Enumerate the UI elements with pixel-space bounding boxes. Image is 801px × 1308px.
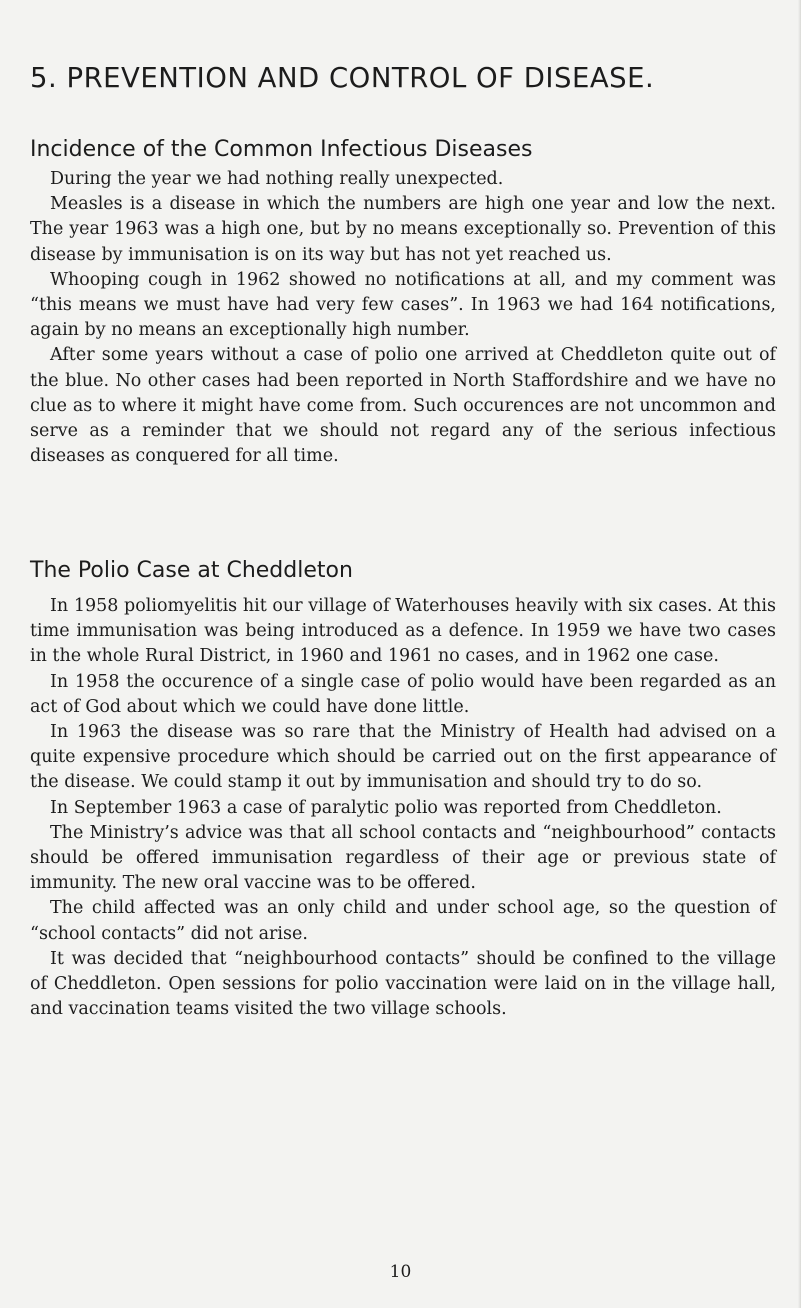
section-title-incidence: Incidence of the Common Infectious Diseases — [30, 137, 533, 162]
section-body-polio-case — [30, 594, 776, 1022]
section-body-incidence — [30, 167, 776, 469]
paragraph: Whooping cough in 1962 showed no notifications at all, and my comment was “this means we must have had very few cases”. In 1963 we had 164 notifications, again by no means an exceptionally high number. — [30, 269, 776, 341]
paragraph: Measles is a disease in which the numbers are high one year and low the next. The year 1963 was a high one, but by no means exceptionally so. Prevention of this disease by immunisation is on its way but has not yet reached us. — [30, 194, 776, 265]
paragraph: In 1958 the occurence of a single case of polio would have been regarded as an act of God about which we could have done little. — [30, 671, 776, 717]
paragraph: After some years without a case of polio one arrived at Cheddleton quite out of the blue. No other cases had been reported in North Staffordshire and we have no clue as to where it might have come from. Such occurences are not uncommon and serve as a reminder that we should not regard any of the serious infectious diseases as conquered for all time. — [30, 345, 776, 467]
paragraph: In 1963 the disease was so rare that the Ministry of Health had advised on a quite expensive procedure which should be carried out on the first appearance of the disease. We could stamp it out by immunisation and should try to do so. — [30, 722, 776, 793]
paragraph: The Ministry’s advice was that all school contacts and “neighbourhood” contacts should be offered immunisation regardless of their age or previous state of immunity. The new oral vaccine was to be offered. — [30, 822, 776, 894]
paragraph: In September 1963 a case of paralytic polio was reported from Cheddleton. — [50, 797, 722, 818]
paragraph: In 1958 poliomyelitis hit our village of Waterhouses heavily with six cases. At this time immunisation was being introduced as a defence. In 1959 we have two cases in the whole Rural District, in 1960 and 1961 no cases, and in 1962 one case. — [30, 596, 776, 667]
paragraph: It was decided that “neighbourhood contacts” should be confined to the village of Cheddleton. Open sessions for polio vaccination were laid on in the village hall, and vaccination teams visited the two village schools. — [30, 948, 776, 1020]
section-title-polio-case: The Polio Case at Cheddleton — [30, 558, 353, 583]
paragraph: The child affected was an only child and under school age, so the question of “school contacts” did not arise. — [30, 898, 776, 944]
chapter-title: 5. PREVENTION AND CONTROL OF DISEASE. — [30, 62, 655, 94]
page-number: 10 — [389, 1262, 412, 1282]
paragraph: During the year we had nothing really unexpected. — [50, 169, 504, 189]
